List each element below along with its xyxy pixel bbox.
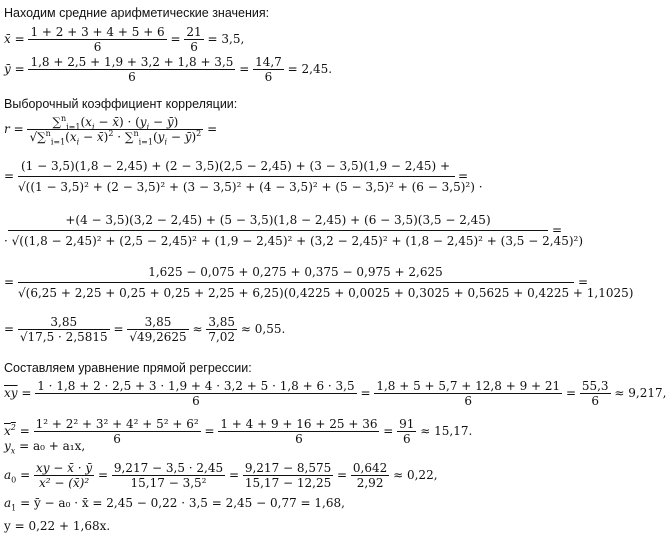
- r-definition: r = $\frac{\sum^n_{i=1}(x_i - x̄) \cdot (y_i - ȳ)}{√\sum^n_{i=1}(x_i - x̄)^2 \cdot \sum^n_{i=1}(y_i - ȳ)^2}$ =: [4, 114, 218, 147]
- r-result: = $\frac{3,85}{√17,5 \cdot 2,5815}$ = $\frac{3,85}{√49,2625}$ ≈ $\frac{3,85}{7,02}$ ≈ 0,55.: [4, 315, 286, 344]
- xbar-fraction: $\frac{1 + 2 + 3 + 4 + 5 + 6}{6}$: [30, 25, 165, 54]
- a0-formula: $a_0$ = $\frac{xy - x̄ \cdot ȳ}{\text{x² − (x̄)²}}$ = $\frac{9,217 - 3,5 \cdot 2,45}{\text{15,17 − 3,5²}}$ = $\frac{9,217 - 8,575}{15,17 - 12,25}$ = $\frac{0,642}{2,92}$ ≈ 0,22,: [4, 461, 438, 490]
- regression-form: $y_x = a_0 + a_1x$,: [4, 439, 86, 456]
- ybar-formula: ȳ = $\frac{1,8 + 2,5 + 1,9 + 3,2 + 1,8 + 3,5}{6}$ = $\frac{14,7}{6}$ = 2,45.: [4, 55, 333, 84]
- r-step2: +(4 − 3,5)(3,2 − 2,45) + (5 − 3,5)(1,8 − 2,45) + (6 − 3,5)(3,5 − 2,45): [65, 213, 491, 227]
- x2-mean: $x^2$ = $\frac{\text{1² + 2² + 3² + 4² + 5² + 6²}}{6}$ = $\frac{1 + 4 + 9 + 16 + 25 + 36}{6}$ = $\frac{91}{6}$ ≈ 15,17.: [4, 417, 473, 446]
- r-step3: 1,625 − 0,075 + 0,275 + 0,375 − 0,975 + 2,625: [148, 265, 443, 279]
- xy-mean: $\overline{xy}$ = $\frac{1 \cdot 1,8 + 2 \cdot 2,5 + 3 \cdot 1,9 + 4 \cdot 3,2 + 5 \cdot 1,8 + 6 \cdot 3,5}{6}$ = $\frac{1,8 + 5 + 5,7 + 12,8 + 9 + 21}{6}$ = $\frac{55,3}{6}$ ≈ 9,217,: [4, 379, 666, 408]
- heading-means: Находим средние арифметические значения:: [4, 6, 270, 20]
- heading-regression: Составляем уравнение прямой регрессии:: [4, 361, 252, 375]
- r-step1: (1 − 3,5)(1,8 − 2,45) + (2 − 3,5)(2,5 − 2,45) + (3 − 3,5)(1,9 − 2,45) +: [20, 159, 451, 173]
- heading-correlation: Выборочный коэффициент корреляции:: [4, 97, 238, 111]
- final-equation: y = 0,22 + 1,68x.: [4, 519, 111, 533]
- a1-formula: $a_1$ = ȳ − a₀ · x̄ = 2,45 − 0,22 · 3,5 = 2,45 − 0,77 = 1,68,: [4, 496, 345, 513]
- xbar-formula: x̄ = $\frac{1 + 2 + 3 + 4 + 5 + 6}{6}$ = $\frac{21}{6}$ = 3,5,: [4, 25, 245, 54]
- document: Находим средние арифметические значения: x̄ = $\frac{1 + 2 + 3 + 4 + 5 + 6}{6}$ = $\frac{21}{6}$ = 3,5, ȳ = $\frac{1,8 + 2,5 + 1,9 + 3,2 + 1,8 + 3,5}{6}$ = $\frac{14,7}{6}$ = 2,45. Выборочный коэффициент корреляции: r = $\frac{\sum^n_{i=1}(x_i - x̄) \cdot (y_i - ȳ)}{√\sum^n_{i=1}(x_i - x̄)^2 \cdot \sum^n_{i=1}(y_i - ȳ)^2}$ = = (1 − 3,5)(1,8 − 2,45) + (2 − 3,5)(2,5 − 2,45) + (3 − 3,5)(1,9 − 2,45) + √((1 − 3,5)² + (2 − 3,5)² + (3 − 3,5)² + (4 − 3,5)² + (5 − 3,5)² + (6 − 3,5)²) · = +(4 − 3,5)(3,2 − 2,45) + (5 − 3,5)(1,8 − 2,45) + (6 − 3,5)(3,5 − 2,45) · √((1,8 − 2,45)² + (2,5 − 2,45)² + (1,9 − 2,45)² + (3,2 − 2,45)² + (1,8 − 2,45)² + (3,5 − 2,45)²) = = 1,625 − 0,075 + 0,275 + 0,375 − 0,975 + 2,625 √(6,25 + 2,25 + 0,25 + 0,25 + 2,25 + 6,25)(0,4225 + 0,0025 + 0,3025 + 0,5625 + 0,4225 + 1,1025) = = $\frac{3,85}{√17,5 \cdot 2,5815}$ = $\frac{3,85}{√49,2625}$ ≈ $\frac{3,85}{7,02}$ ≈ 0,55. Составляем уравнение прямой регрессии: $\overline{xy}$ = $\frac{1 \cdot 1,8 + 2 \cdot 2,5 + 3 \cdot 1,9 + 4 \cdot 3,2 + 5 \cdot 1,8 + 6 \cdot 3,5}{6}$ = $\frac{1,8 + 5 + 5,7 + 12,8 + 9 + 21}{6}$ = $\frac{55,3}{6}$ ≈ 9,217, $x^2$ = $\frac{\text{1² + 2² + 3² + 4² + 5² + 6²}}{6}$ = $\frac{1 + 4 + 9 + 16 + 25 + 36}{6}$ = $\frac{91}{6}$ ≈ 15,17. $y_x = a_0 + a_1x$, $a_0$ = $\frac{xy - x̄ \cdot ȳ}{\text{x² − (x̄)²}}$ = $\frac{9,217 - 3,5 \cdot 2,45}{\text{15,17 − 3,5²}}$ = $\frac{9,217 - 8,575}{15,17 - 12,25}$ = $\frac{0,642}{2,92}$ ≈ 0,22, $a_1$ = ȳ − a₀ · x̄ = 2,45 − 0,22 · 3,5 = 2,45 − 0,77 = 1,68, y = 0,22 + 1,68x.: [4, 6, 666, 533]
